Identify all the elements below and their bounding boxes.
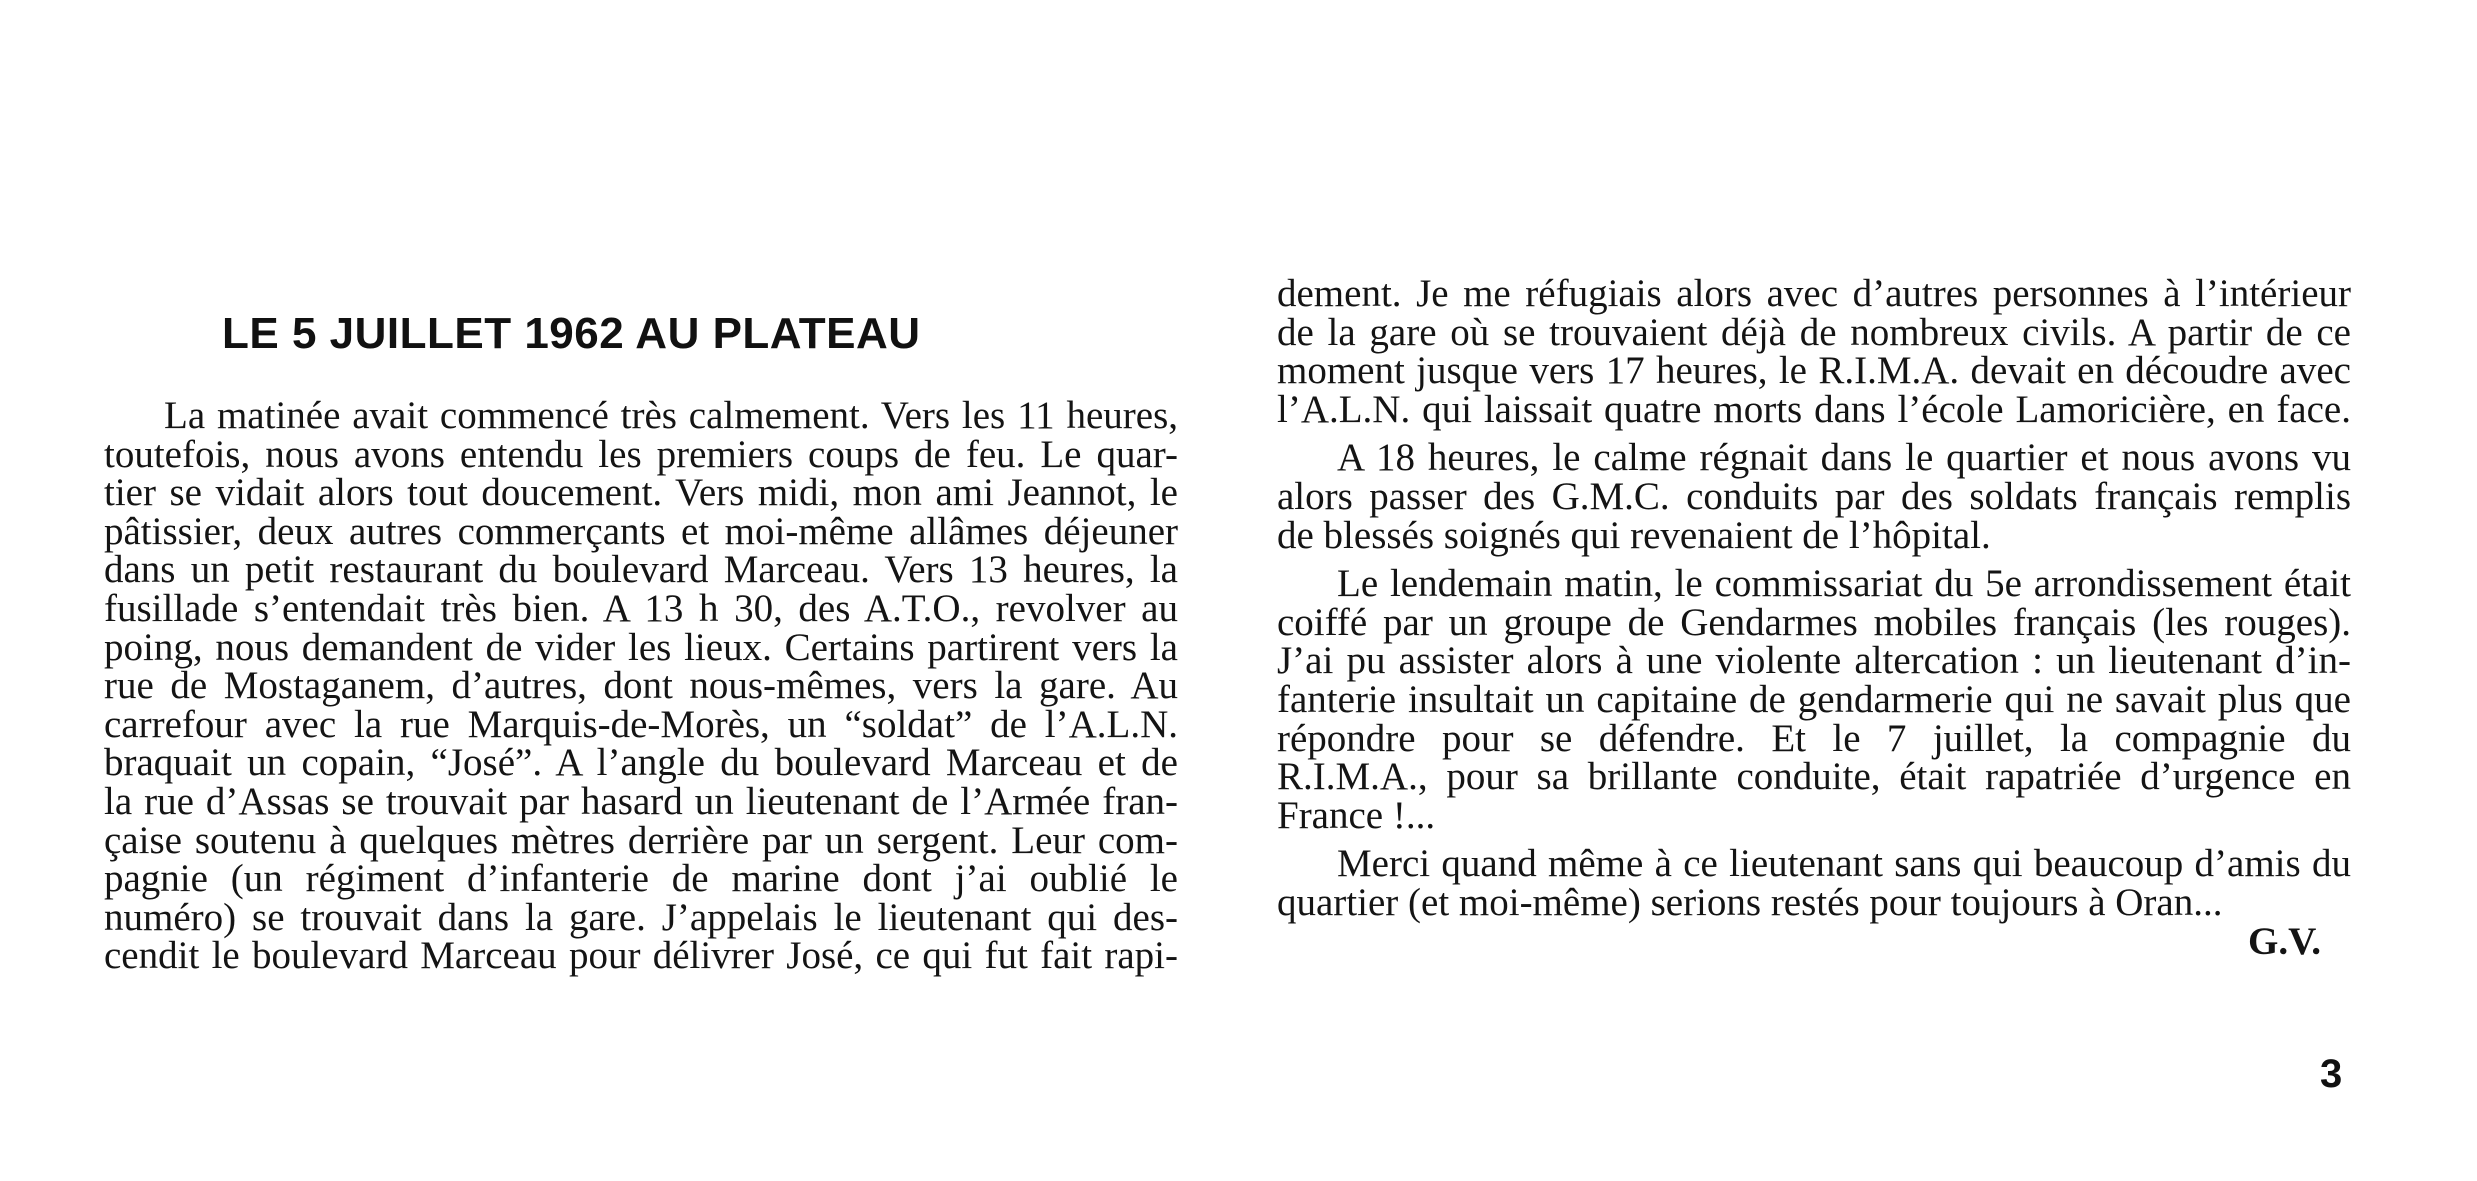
text-line: dans un petit restaurant du boulevard Marceau. Vers 13 heures, la <box>104 548 1178 592</box>
text-line: répondre pour se défendre. Et le 7 juillet, la compagnie du <box>1277 716 2351 760</box>
text-line: France !... <box>1277 793 1436 837</box>
text-line: pagnie (un régiment d’infanterie de marine dont j’ai oublié le <box>104 857 1178 901</box>
text-line: fanterie insultait un capitaine de gendarmerie qui ne savait plus que <box>1277 677 2351 721</box>
article-left-column <box>104 394 1178 978</box>
text-line: fusillade s’entendait très bien. A 13 h 30, des A.T.O., revolver au <box>104 586 1178 630</box>
text-line: Merci quand même à ce lieutenant sans qui beaucoup d’amis du <box>1337 842 2351 886</box>
text-line: poing, nous demandent de vider les lieux. Certains partirent vers la <box>104 625 1178 669</box>
text-line: tier se vidait alors tout doucement. Vers midi, mon ami Jeannot, le <box>104 471 1178 515</box>
author-signature: G.V. <box>2248 919 2321 963</box>
text-line: numéro) se trouvait dans la gare. J’appelais le lieutenant qui des- <box>104 895 1178 939</box>
text-line: rue de Mostaganem, d’autres, dont nous-mêmes, vers la gare. Au <box>104 664 1178 708</box>
text-line: de la gare où se trouvaient déjà de nombreux civils. A partir de ce <box>1277 310 2351 354</box>
text-line: A 18 heures, le calme régnait dans le quartier et nous avons vu <box>1337 436 2351 480</box>
text-line: çaise soutenu à quelques mètres derrière par un sergent. Leur com- <box>104 818 1178 862</box>
text-line: toutefois, nous avons entendu les premiers coups de feu. Le quar- <box>104 432 1178 476</box>
text-line: braquait un copain, “José”. A l’angle du boulevard Marceau et de <box>104 741 1178 785</box>
text-line: l’A.L.N. qui laissait quatre morts dans l’école Lamoricière, en face. <box>1277 387 2351 431</box>
text-line: Le lendemain matin, le commissariat du 5e arrondissement était <box>1337 562 2351 606</box>
text-line: carrefour avec la rue Marquis-de-Morès, un “soldat” de l’A.L.N. <box>104 702 1178 746</box>
text-line: moment jusque vers 17 heures, le R.I.M.A. devait en découdre avec <box>1277 349 2351 393</box>
text-line: La matinée avait commencé très calmement. Vers les 11 heures, <box>164 394 1178 437</box>
text-line: cendit le boulevard Marceau pour délivrer José, ce qui fut fait rapi- <box>104 934 1178 978</box>
article-title: LE 5 JUILLET 1962 AU PLATEAU <box>222 309 921 358</box>
text-line: alors passer des G.M.C. conduits par des soldats français remplis <box>1277 474 2351 518</box>
text-line: la rue d’Assas se trouvait par hasard un lieutenant de l’Armée fran- <box>104 779 1178 823</box>
text-line: coiffé par un groupe de Gendarmes mobiles français (les rouges). <box>1277 600 2351 644</box>
text-line: dement. Je me réfugiais alors avec d’autres personnes à l’intérieur <box>1277 272 2351 315</box>
text-line: pâtissier, deux autres commerçants et moi-même allâmes déjeuner <box>104 509 1178 553</box>
text-line: de blessés soignés qui revenaient de l’hôpital. <box>1277 513 1991 557</box>
page-number: 3 <box>2320 1052 2343 1096</box>
text-line: J’ai pu assister alors à une violente altercation : un lieutenant d’in- <box>1277 639 2351 683</box>
text-line: quartier (et moi-même) serions restés pour toujours à Oran... <box>1277 880 2223 924</box>
text-line: R.I.M.A., pour sa brillante conduite, était rapatriée d’urgence en <box>1277 755 2351 799</box>
article-right-column <box>1277 272 2351 963</box>
